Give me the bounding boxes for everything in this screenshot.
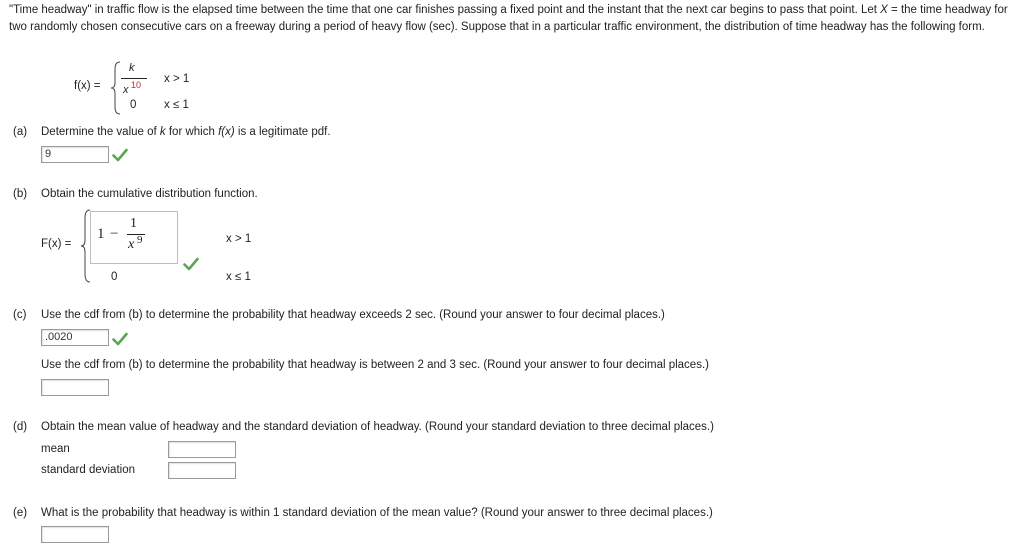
pdf-numerator: k [129,62,135,74]
pdf-brace-icon [110,61,122,115]
standard-deviation-input[interactable] [168,462,236,479]
part-e-label: (e) [13,507,28,519]
part-c-label: (c) [13,309,27,321]
variable-x: X [880,4,888,16]
mean-input[interactable] [168,441,236,458]
cdf-fraction-numerator: 1 [130,216,137,231]
part-a-question: Determine the value of k for which f(x) is a legitimate pdf. [41,126,331,138]
cdf-fraction-base: x [128,237,135,252]
part-c-question-2: Use the cdf from (b) to determine the probability that headway is between 2 and 3 sec. (Round your answer to four decimal places.) [41,359,709,371]
mean-label: mean [41,443,70,455]
pdf-lhs: f(x) = [74,80,101,92]
part-e-answer-input[interactable] [41,526,109,543]
standard-deviation-label: standard deviation [41,464,135,476]
cdf-lhs: F(x) = [41,238,72,250]
cdf-condition-1: x > 1 [226,233,252,245]
pdf-condition-1: x > 1 [164,73,190,85]
pdf-denominator-base: x [123,84,129,96]
part-b-correct-check-icon [183,257,199,271]
part-b-label: (b) [13,188,28,200]
pdf-zero: 0 [130,99,137,111]
part-d-question: Obtain the mean value of headway and the standard deviation of headway. (Round your standard deviation to three decimal places.) [41,421,714,433]
cdf-fraction-exponent: 9 [137,234,143,246]
part-b-question: Obtain the cumulative distribution function. [41,188,258,200]
cdf-condition-2: x ≤ 1 [226,271,251,283]
part-c-answer-2-input[interactable] [41,379,109,396]
part-c-question-1: Use the cdf from (b) to determine the probability that headway exceeds 2 sec. (Round your answer to four decimal places.) [41,309,665,321]
cdf-minus: − [110,226,119,242]
part-d-label: (d) [13,421,28,433]
pdf-condition-2: x ≤ 1 [164,99,189,111]
part-e-question: What is the probability that headway is within 1 standard deviation of the mean value? (Round your answer to three decimal places.) [41,507,713,519]
problem-intro: "Time headway" in traffic flow is the elapsed time between the time that one car finishes passing a fixed point and the instant that the next car begins to pass that point. Let X = the time headway for two randomly chosen consecutive cars on a freeway during a period of heavy flow (sec). Suppose that in a particular traffic environment, the distribution of time headway has the following form. [9,4,1008,33]
part-c-correct-check-icon [112,332,128,346]
part-a-correct-check-icon [112,148,128,162]
part-a-answer-input[interactable]: 9 [41,146,109,163]
cdf-one: 1 [97,226,105,242]
cdf-zero: 0 [111,271,118,283]
part-c-answer-1-input[interactable]: .0020 [41,329,109,346]
pdf-denominator-exponent: 10 [131,80,142,90]
part-a-label: (a) [13,126,28,138]
pdf-fraction-bar [121,78,147,79]
